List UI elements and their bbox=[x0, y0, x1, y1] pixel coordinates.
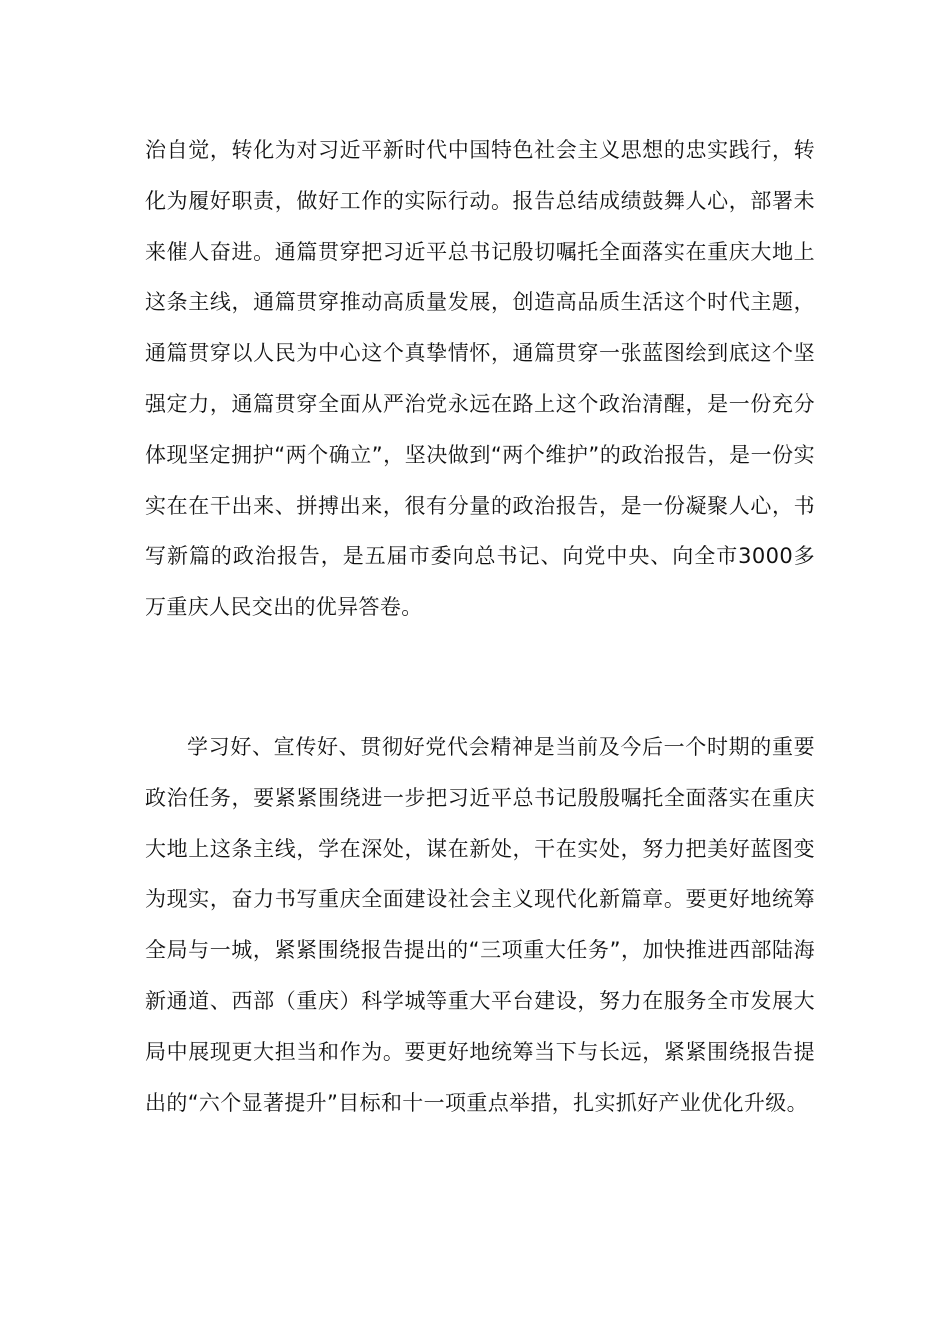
body-paragraph-2: 学习好、宣传好、贯彻好党代会精神是当前及今后一个时期的重要政治任务，要紧紧围绕进一步把习近平总书记殷殷嘱托全面落实在重庆大地上这条主线，学在深处，谋在新处，干在实处，努力把美好蓝图变为现实，奋力书写重庆全面建设社会主义现代化新篇章。要更好地统筹全局与一城，紧紧围绕报告提出的“三项重大任务”，加快推进西部陆海新通道、西部（重庆）科学城等重大平台建设，努力在服务全市发展大局中展现更大担当和作为。要更好地统筹当下与长远，紧紧围绕报告提出的“六个显著提升”目标和十一项重点举措，扎实抓好产业优化升级。 bbox=[145, 735, 815, 1115]
body-paragraph-1: 治自觉，转化为对习近平新时代中国特色社会主义思想的忠实践行，转化为履好职责，做好工作的实际行动。报告总结成绩鼓舞人心，部署未来催人奋进。通篇贯穿把习近平总书记殷切嘱托全面落实在重庆大地上这条主线，通篇贯穿推动高质量发展，创造高品质生活这个时代主题，通篇贯穿以人民为中心这个真挚情怀，通篇贯穿一张蓝图绘到底这个坚强定力，通篇贯穿全面从严治党永远在路上这个政治清醒，是一份充分体现坚定拥护“两个确立”，坚决做到“两个维护”的政治报告，是一份实实在在干出来、拼搏出来，很有分量的政治报告，是一份凝聚人心，书写新篇的政治报告，是五届市委向总书记、向党中央、向全市3000多万重庆人民交出的优异答卷。 bbox=[145, 138, 815, 620]
